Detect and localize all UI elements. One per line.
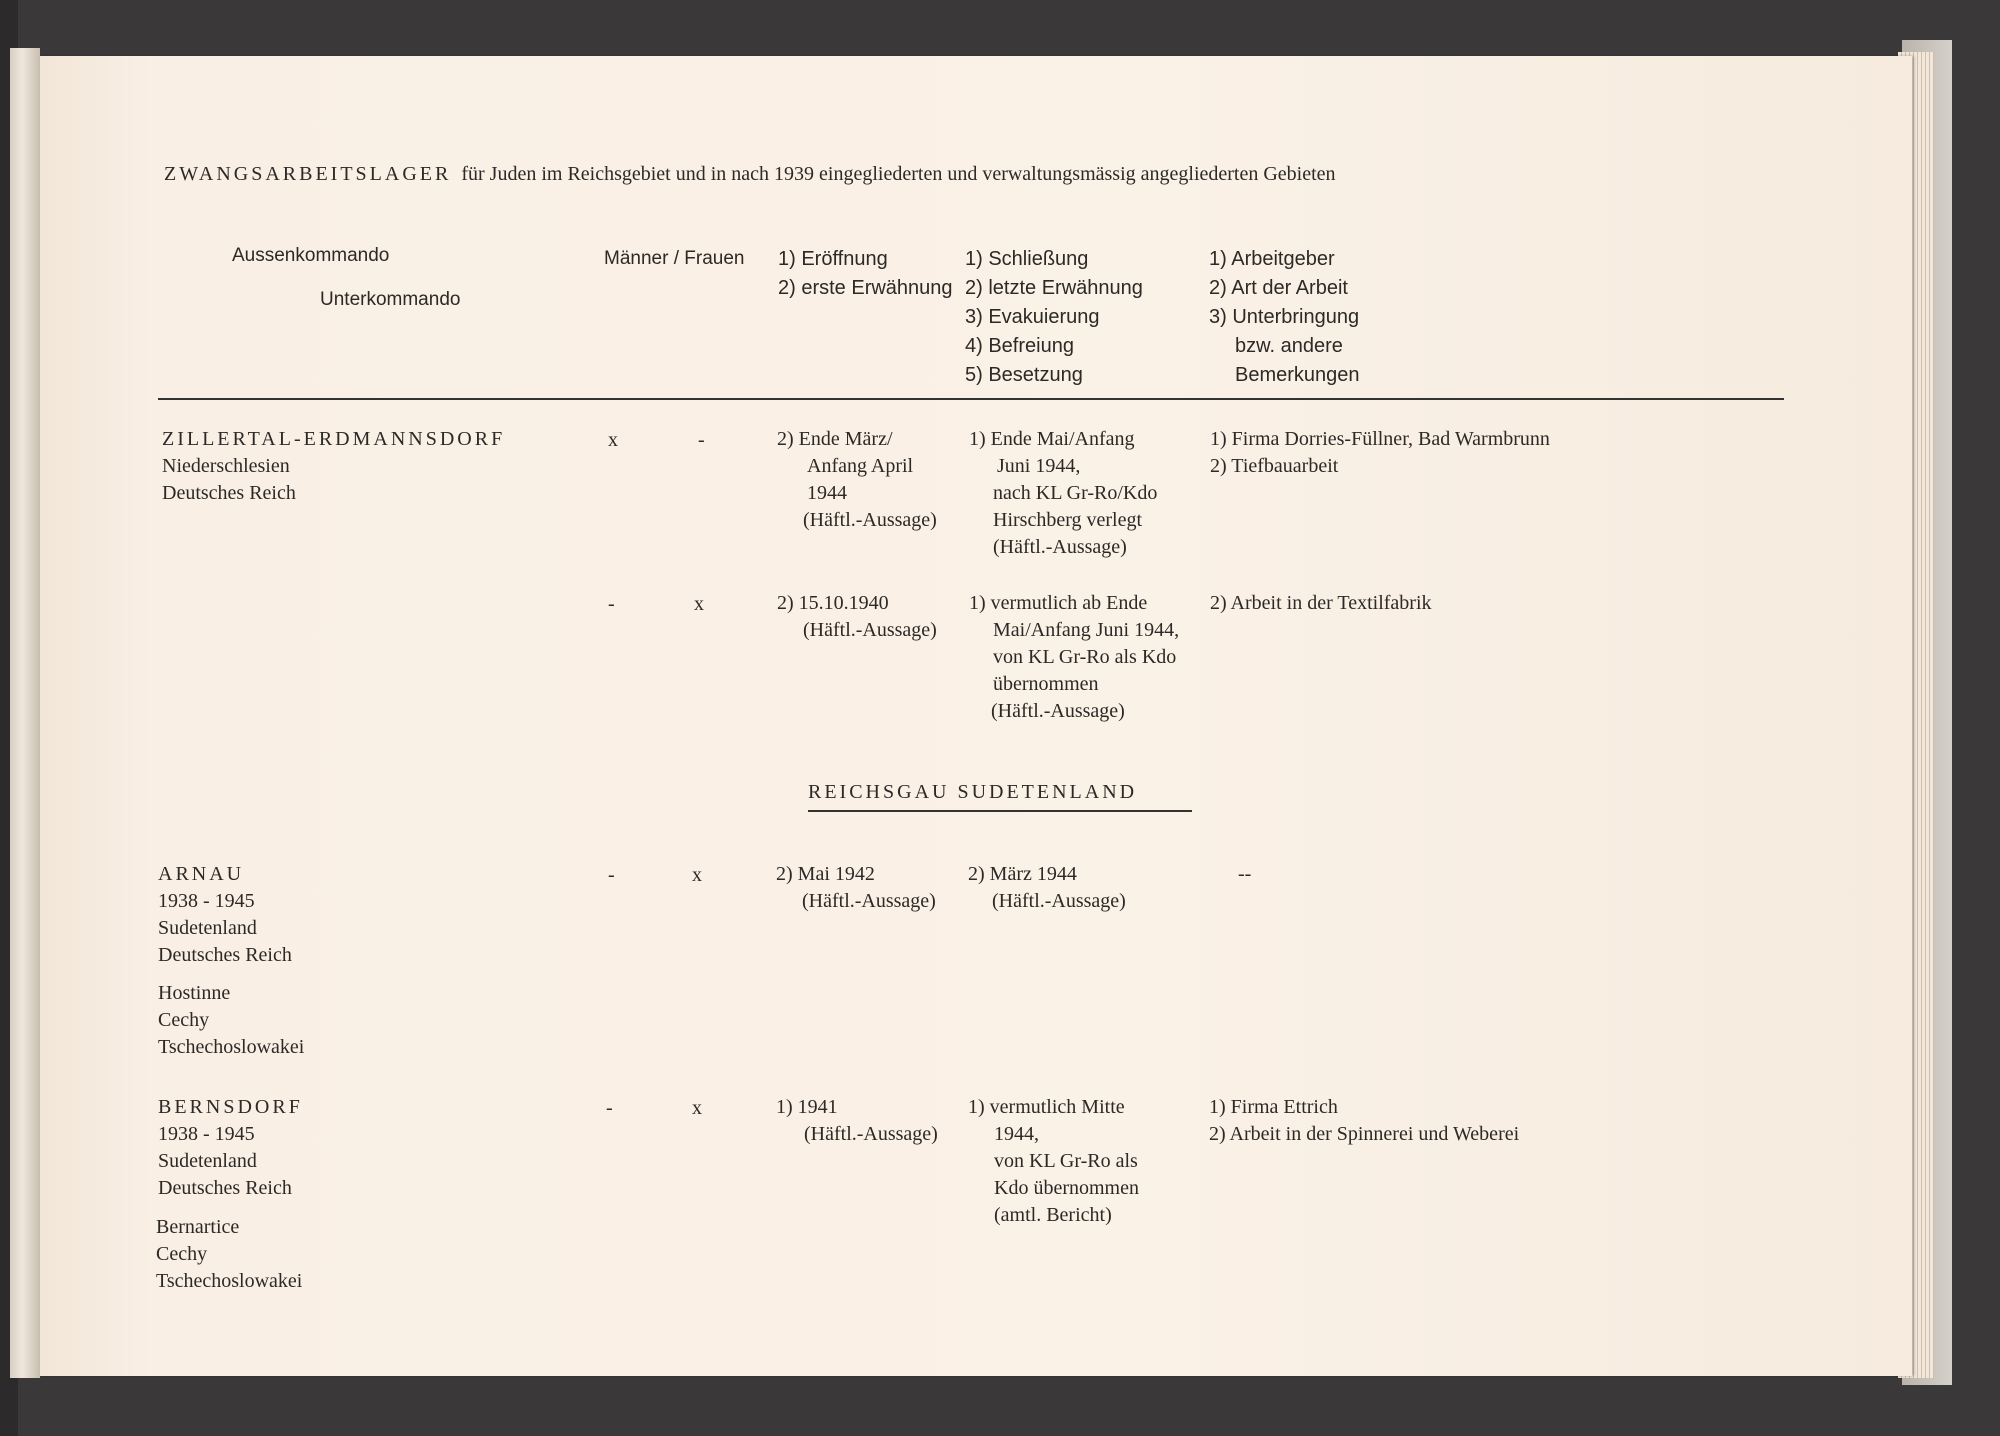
location-line: Deutsches Reich — [162, 482, 296, 504]
cell-line: 1) Ende Mai/Anfang — [969, 428, 1135, 450]
header-line: 1) Eröffnung — [778, 248, 888, 270]
cell-line: 1) Firma Dorries-Füllner, Bad Warmbrunn — [1210, 428, 1550, 450]
location-line: Tschechoslowakei — [156, 1270, 303, 1292]
cell-line: 2) Tiefbauarbeit — [1210, 455, 1339, 477]
closing-cell — [969, 426, 1157, 561]
cell-line: 1944, — [994, 1123, 1039, 1145]
header-line: 5) Besetzung — [965, 364, 1083, 386]
opening-cell — [777, 590, 937, 644]
cell-line: (Häftl.-Aussage) — [804, 1123, 938, 1145]
cell-line: Kdo übernommen — [994, 1177, 1139, 1199]
page-title — [164, 160, 1336, 188]
location-line: Tschechoslowakei — [158, 1036, 305, 1058]
header-line: 3) Evakuierung — [965, 306, 1100, 328]
title-rest: für Juden im Reichsgebiet und in nach 1939 eingegliederten und verwaltungsmässig angegliederten Gebieten — [461, 163, 1336, 185]
frauen-mark: - — [698, 429, 705, 451]
cell-line: 2) Ende März/ — [777, 428, 893, 450]
cell-line: -- — [1238, 863, 1252, 885]
camp-name: ZILLERTAL-ERDMANNSDORF — [162, 428, 506, 450]
header-line: 3) Unterbringung — [1209, 306, 1360, 328]
cell-line: (Häftl.-Aussage) — [992, 890, 1126, 912]
opening-cell — [776, 1094, 938, 1148]
camp-name: ARNAU — [158, 863, 245, 885]
cell-line: übernommen — [993, 673, 1099, 695]
cell-line: 2) Arbeit in der Spinnerei und Weberei — [1209, 1123, 1520, 1145]
opening-cell — [776, 861, 936, 915]
opening-cell — [777, 426, 937, 534]
location-line: Bernartice — [156, 1216, 240, 1238]
location-line: 1938 - 1945 — [158, 1123, 255, 1145]
header-col-closing — [965, 245, 1143, 390]
header-line: 2) erste Erwähnung — [778, 277, 953, 299]
closing-cell — [968, 1094, 1139, 1229]
cell-line: 1) Firma Ettrich — [1209, 1096, 1338, 1118]
entry-location — [158, 861, 292, 969]
cell-line: 1944 — [807, 482, 847, 504]
header-unterkommando: Unterkommando — [320, 289, 461, 310]
location-line: Niederschlesien — [162, 455, 290, 477]
book-spine — [10, 48, 40, 1378]
cell-line: von KL Gr-Ro als Kdo — [993, 646, 1177, 668]
section-heading-underline — [808, 810, 1192, 812]
maenner-mark: x — [608, 429, 618, 451]
location-line: Sudetenland — [158, 1150, 257, 1172]
cell-line: (Häftl.-Aussage) — [803, 509, 937, 531]
entry-sub-location — [158, 980, 304, 1061]
cell-line: (Häftl.-Aussage) — [802, 890, 936, 912]
header-line: 4) Befreiung — [965, 335, 1074, 357]
section-heading: REICHSGAU SUDETENLAND — [808, 781, 1138, 803]
header-aussenkommando: Aussenkommando — [232, 245, 390, 266]
header-line: 1) Schließung — [965, 248, 1089, 270]
document-page — [40, 56, 1912, 1376]
cell-line: (Häftl.-Aussage) — [803, 619, 937, 641]
cell-line: (amtl. Bericht) — [994, 1204, 1112, 1226]
cell-line: Mai/Anfang Juni 1944, — [993, 619, 1180, 641]
location-line: Cechy — [158, 1009, 210, 1031]
header-line: 2) letzte Erwähnung — [965, 277, 1143, 299]
header-line: Bemerkungen — [1235, 364, 1360, 386]
cell-line: 2) März 1944 — [968, 863, 1077, 885]
header-maenner-frauen: Männer / Frauen — [604, 248, 745, 269]
camp-name: BERNSDORF — [158, 1096, 303, 1118]
remarks-cell — [1238, 861, 1251, 888]
frauen-mark: x — [694, 593, 704, 615]
header-col-opening — [778, 245, 953, 303]
closing-cell — [968, 861, 1126, 915]
entry-sub-location — [156, 1214, 302, 1295]
cell-line: Hirschberg verlegt — [993, 509, 1143, 531]
location-line: Sudetenland — [158, 917, 257, 939]
frauen-mark: x — [692, 864, 702, 886]
header-col-remarks — [1209, 245, 1360, 390]
header-line: 1) Arbeitgeber — [1209, 248, 1335, 270]
header-rule — [158, 398, 1784, 400]
cell-line: (Häftl.-Aussage) — [991, 700, 1125, 722]
location-line: 1938 - 1945 — [158, 890, 255, 912]
cell-line: (Häftl.-Aussage) — [993, 536, 1127, 558]
maenner-mark: - — [608, 593, 615, 615]
location-line: Hostinne — [158, 982, 231, 1004]
cell-line: 2) Arbeit in der Textilfabrik — [1210, 592, 1432, 614]
cell-line: 2) 15.10.1940 — [777, 592, 889, 614]
maenner-mark: - — [608, 864, 615, 886]
maenner-mark: - — [606, 1097, 613, 1119]
cell-line: von KL Gr-Ro als — [994, 1150, 1138, 1172]
cell-line: nach KL Gr-Ro/Kdo — [993, 482, 1158, 504]
cell-line: 1) vermutlich ab Ende — [969, 592, 1148, 614]
cell-line: 1) vermutlich Mitte — [968, 1096, 1125, 1118]
entry-location — [158, 1094, 303, 1202]
remarks-cell — [1210, 426, 1550, 480]
location-line: Deutsches Reich — [158, 1177, 292, 1199]
remarks-cell — [1209, 1094, 1519, 1148]
title-prefix: ZWANGSARBEITSLAGER — [164, 163, 452, 185]
cell-line: 2) Mai 1942 — [776, 863, 875, 885]
header-line: bzw. andere — [1235, 335, 1343, 357]
entry-location — [162, 426, 505, 507]
cell-line: Juni 1944, — [997, 455, 1081, 477]
cell-line: Anfang April — [807, 455, 914, 477]
closing-cell — [969, 590, 1179, 725]
frauen-mark: x — [692, 1097, 702, 1119]
location-line: Deutsches Reich — [158, 944, 292, 966]
header-line: 2) Art der Arbeit — [1209, 277, 1348, 299]
remarks-cell — [1210, 590, 1432, 617]
location-line: Cechy — [156, 1243, 208, 1265]
cell-line: 1) 1941 — [776, 1096, 838, 1118]
